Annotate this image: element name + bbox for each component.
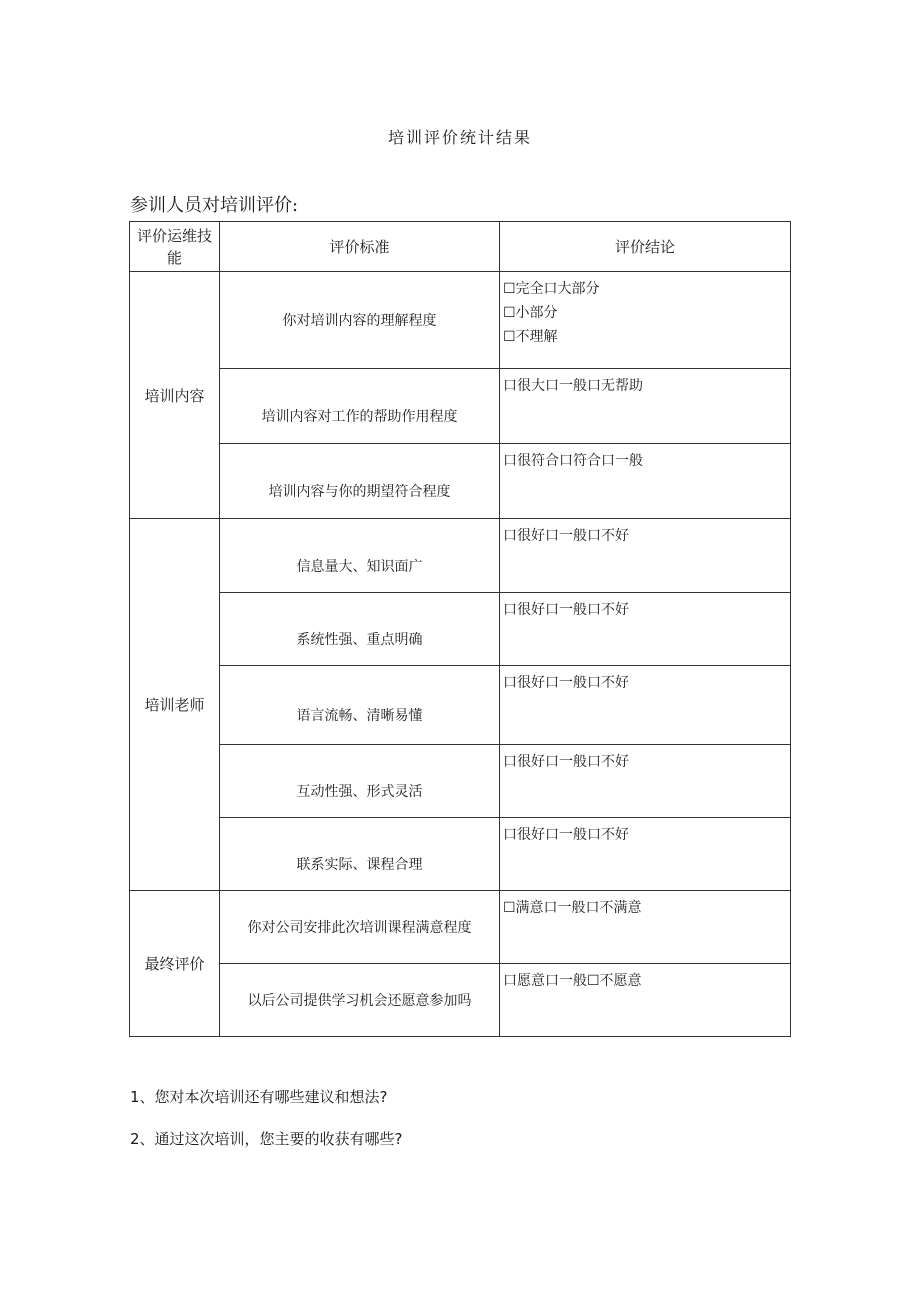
table-row <box>130 369 791 444</box>
conclusion-options[interactable]: 口很好口一般口不好 <box>500 666 791 745</box>
table-row <box>130 666 791 745</box>
category-trainer: 培训老师 <box>130 519 220 891</box>
header-category: 评价运维技能 <box>130 222 220 272</box>
table-row <box>130 964 791 1037</box>
criterion-cell: 互动性强、形式灵活 <box>220 745 500 818</box>
category-training-content: 培训内容 <box>130 272 220 519</box>
criterion-cell: 语言流畅、清晰易懂 <box>220 666 500 745</box>
evaluation-table <box>129 221 791 1037</box>
page-title: 培训评价统计结果 <box>387 128 532 147</box>
conclusion-options[interactable]: 口很符合口符合口一般 <box>500 444 791 519</box>
criterion-cell: 培训内容与你的期望符合程度 <box>220 444 500 519</box>
question-gains: 2、通过这次培训，您主要的收获有哪些? <box>130 1130 403 1148</box>
table-row <box>130 272 791 369</box>
criterion-cell: 信息量大、知识面广 <box>220 519 500 593</box>
conclusion-options[interactable]: ☐满意口一般口不满意 <box>500 891 791 964</box>
header-conclusion: 评价结论 <box>500 222 791 272</box>
table-header-row <box>130 222 791 272</box>
table-row <box>130 818 791 891</box>
category-final-evaluation: 最终评价 <box>130 891 220 1037</box>
conclusion-options[interactable]: 口愿意口一般☐不愿意 <box>500 964 791 1037</box>
question-suggestions: 1、您对本次培训还有哪些建议和想法? <box>130 1088 388 1106</box>
criterion-cell: 你对公司安排此次培训课程满意程度 <box>220 891 500 964</box>
criterion-cell: 系统性强、重点明确 <box>220 593 500 666</box>
conclusion-options[interactable]: 口很好口一般口不好 <box>500 745 791 818</box>
section-subtitle: 参训人员对培训评价: <box>130 195 299 216</box>
table-row <box>130 745 791 818</box>
table-row <box>130 593 791 666</box>
conclusion-options[interactable]: ☐完全口大部分 ☐小部分 ☐不理解 <box>500 272 791 369</box>
table-row <box>130 519 791 593</box>
criterion-cell: 你对培训内容的理解程度 <box>220 272 500 369</box>
table-row <box>130 444 791 519</box>
criterion-cell: 培训内容对工作的帮助作用程度 <box>220 369 500 444</box>
criterion-cell: 以后公司提供学习机会还愿意参加吗 <box>220 964 500 1037</box>
conclusion-options[interactable]: 口很好口一般口不好 <box>500 818 791 891</box>
header-criterion: 评价标准 <box>220 222 500 272</box>
table-row <box>130 891 791 964</box>
conclusion-options[interactable]: 口很好口一般口不好 <box>500 593 791 666</box>
criterion-cell: 联系实际、课程合理 <box>220 818 500 891</box>
conclusion-options[interactable]: 口很好口一般口不好 <box>500 519 791 593</box>
conclusion-options[interactable]: 口很大口一般口无帮助 <box>500 369 791 444</box>
